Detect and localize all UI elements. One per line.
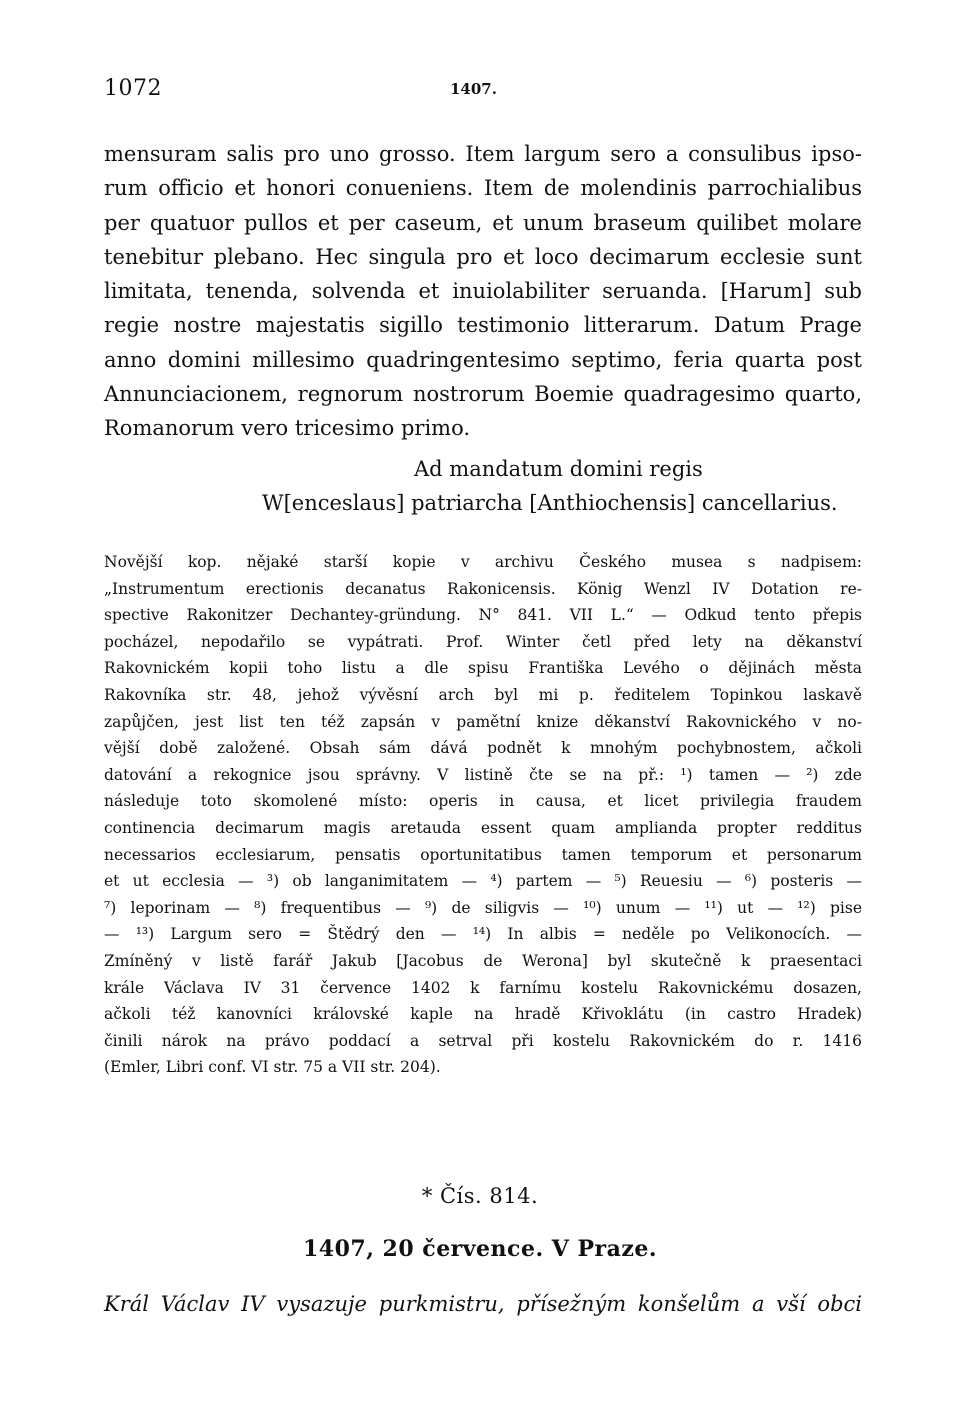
text-line: Annunciacionem, regnorum nostrorum Boemie quadragesimo quarto, <box>104 382 862 407</box>
note-line: spective Rakonitzer Dechantey-gründung. N° 841. VII L.“ — Odkud tento přepis <box>104 606 862 625</box>
page-header <box>104 76 862 106</box>
editorial-notes <box>104 549 862 1081</box>
note-line: Zmíněný v listě farář Jakub [Jacobus de Werona] byl skutečně k praesentaci <box>104 951 862 970</box>
text-line: regie nostre majestatis sigillo testimonio litterarum. Datum Prage <box>104 313 862 338</box>
note-line: Rakovníka str. 48, jehož vývěsní arch byl mi p. ředitelem Topinkou laskavě <box>104 685 862 704</box>
note-line: krále Václava IV 31 července 1402 k farnímu kostelu Rakovnickému dosazen, <box>104 978 862 997</box>
note-line: následuje toto skomolené místo: operis in causa, et licet privilegia fraudem <box>104 792 862 811</box>
text-line: rum officio et honori conueniens. Item de molendinis parrochialibus <box>104 176 862 201</box>
page-number: 1072 <box>104 76 162 101</box>
note-line: Rakovnickém kopii toho listu a dle spisu Františka Levého o dějinách města <box>104 659 862 678</box>
text-line: Romanorum vero tricesimo primo. <box>104 416 471 441</box>
running-head: 1407. <box>450 80 497 98</box>
note-line: pocházel, nepodařilo se vypátrati. Prof. Winter četl před lety na děkanství <box>104 632 862 651</box>
text-line: limitata, tenenda, solvenda et inuiolabiliter seruanda. [Harum] sub <box>104 279 862 304</box>
note-line: continencia decimarum magis aretauda essent quam amplianda propter redditus <box>104 818 862 837</box>
note-line: ⁷) leporinam — ⁸) frequentibus — ⁹) de siligvis — ¹⁰) unum — ¹¹) ut — ¹²) pise <box>104 898 862 917</box>
text-line: mensuram salis pro uno grosso. Item largum sero a consulibus ipso- <box>104 142 862 166</box>
note-line: datování a rekognice jsou správny. V listině čte se na př.: ¹) tamen — ²) zde <box>104 765 862 784</box>
note-line: zapůjčen, jest list ten též zapsán v pamětní knize děkanství Rakovnického v no- <box>104 712 862 731</box>
signature-mandate: Ad mandatum domini regis <box>414 457 703 481</box>
note-line: činili nárok na právo poddací a setrval při kostelu Rakovnickém do r. 1416 <box>104 1031 862 1050</box>
note-line: „Instrumentum erectionis decanatus Rakonicensis. König Wenzl IV Dotation re- <box>104 579 862 598</box>
document-summary: Král Václav IV vysazuje purkmistru, přísežným konšelům a vší obci <box>104 1292 862 1316</box>
signature-chancellor: W[enceslaus] patriarcha [Anthiochensis] cancellarius. <box>262 491 838 515</box>
note-line: et ut ecclesia — ³) ob langanimitatem — ⁴) partem — ⁵) Reuesiu — ⁶) posteris — <box>104 872 862 891</box>
text-line: per quatuor pullos et per caseum, et unum braseum quilibet molare <box>104 210 862 235</box>
note-line: necessarios ecclesiarum, pensatis oportunitatibus tamen temporum et personarum <box>104 845 862 864</box>
note-line: ačkoli též kanovníci královské kaple na hradě Křivoklátu (in castro Hradek) <box>104 1005 862 1024</box>
note-line: Novější kop. nějaké starší kopie v archivu Českého musea s nadpisem: <box>104 553 862 571</box>
main-text <box>104 137 862 446</box>
note-line: vější době založené. Obsah sám dává podnět k mnohým pochybnostem, ačkoli <box>104 739 862 758</box>
note-line: (Emler, Libri conf. VI str. 75 a VII str. 204). <box>104 1058 441 1077</box>
text-line: tenebitur plebano. Hec singula pro et loco decimarum ecclesie sunt <box>104 244 862 269</box>
text-line: anno domini millesimo quadringentesimo septimo, feria quarta post <box>104 347 862 372</box>
note-line: — ¹³) Largum sero = Štědrý den — ¹⁴) In albis = neděle po Velikonocích. — <box>104 925 862 944</box>
document-number: * Čís. 814. <box>421 1184 539 1208</box>
document-date-place: 1407, 20 července. V Praze. <box>302 1236 658 1262</box>
